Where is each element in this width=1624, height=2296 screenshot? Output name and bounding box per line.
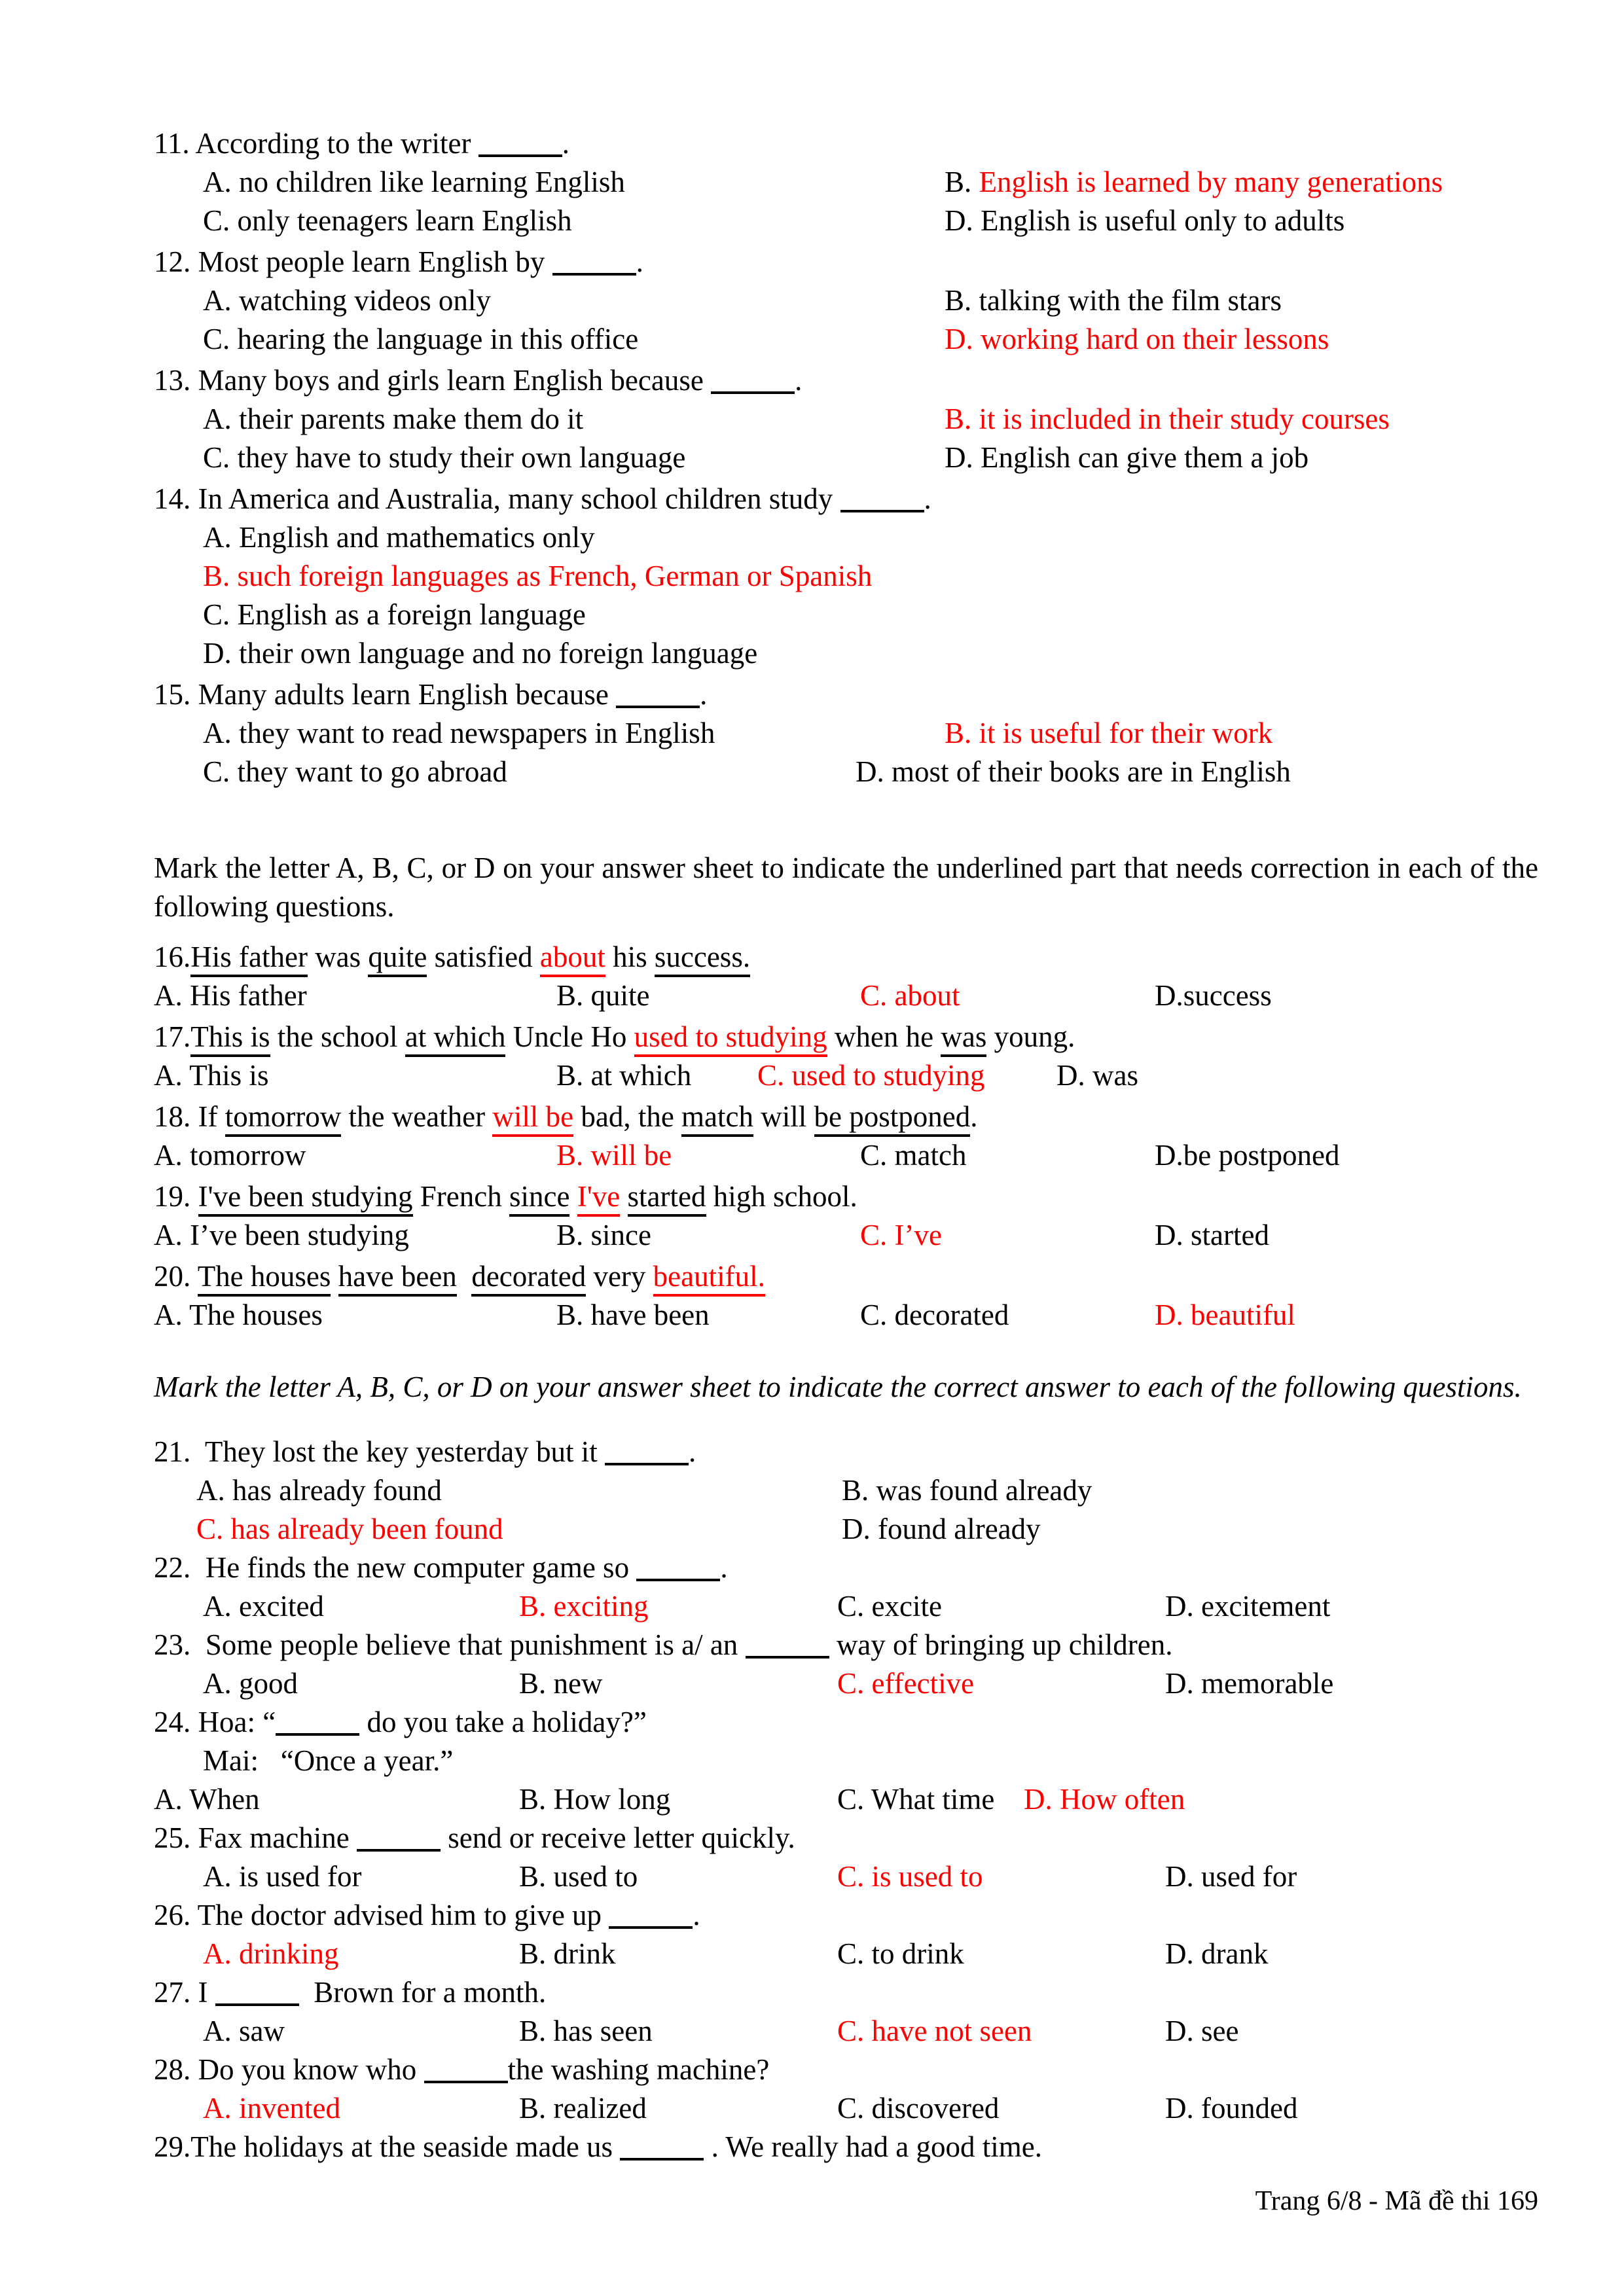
q15-stem — [154, 675, 1538, 714]
answer-blank-line — [357, 1849, 441, 1852]
text-segment: 15. Many adults learn English because — [154, 678, 617, 711]
q16-options-cell-c — [860, 977, 1155, 1015]
q18-options — [154, 1136, 1538, 1175]
text-segment: 21. They lost the key yesterday but it — [154, 1435, 605, 1468]
q16-options-cell-d — [1155, 977, 1538, 1015]
q28-stem — [154, 2051, 1538, 2089]
q29-stem — [154, 2128, 1538, 2166]
q28-options-cell-d — [1165, 2089, 1538, 2128]
text-segment: young. — [986, 1020, 1075, 1053]
section-error-correction — [154, 849, 1538, 1335]
text-segment — [569, 1180, 577, 1213]
page-footer: Trang 6/8 - Mã đề thi 169 — [1255, 2186, 1538, 2216]
mcq-instruction — [154, 1368, 1538, 1407]
q18-options-cell-b — [556, 1136, 860, 1175]
text-segment: A. saw — [203, 2015, 285, 2047]
q14-option-c — [154, 596, 1538, 634]
correct-answer-text: B. such foreign languages as French, German or Spanish — [203, 560, 873, 592]
q24-options — [154, 1780, 1538, 1819]
q23-options — [154, 1664, 1538, 1703]
q17-options-cell-d — [1056, 1056, 1538, 1095]
text-segment: D. drank — [1165, 1937, 1269, 1970]
text-segment: . — [636, 245, 643, 278]
text-segment: A. watching videos only — [203, 284, 491, 317]
correct-answer-text: A. invented — [203, 2092, 340, 2125]
text-segment: D. founded — [1165, 2092, 1298, 2125]
text-segment: B. new — [519, 1667, 603, 1700]
q19-options — [154, 1216, 1538, 1255]
text-segment: D.be postponed — [1155, 1139, 1340, 1172]
correct-answer-text: C. used to studying — [757, 1059, 985, 1092]
text-segment: . We really had a good time. — [704, 2130, 1042, 2163]
q18-options-cell-d — [1155, 1136, 1538, 1175]
q13-options-cd — [154, 439, 1538, 477]
text-segment: D. their own language and no foreign language — [203, 637, 758, 670]
text-segment: C. decorated — [860, 1299, 1009, 1331]
text-segment: satisfied — [427, 941, 540, 973]
answer-blank-line — [711, 391, 795, 394]
text-segment: A. The houses — [154, 1299, 323, 1331]
correct-answer-text: C. is used to — [837, 1860, 983, 1893]
q14-option-a — [154, 518, 1538, 557]
text-segment: A. their parents make them do it — [203, 403, 584, 435]
text-segment: at which — [405, 1020, 506, 1057]
correct-answer-text: B. it is useful for their work — [945, 717, 1273, 749]
q15-options-cd-cell-a — [203, 753, 856, 791]
text-segment: B. quite — [556, 979, 650, 1012]
q15-options-cd — [154, 753, 1538, 791]
text-segment: . — [924, 482, 931, 515]
text-segment: success. — [655, 941, 750, 977]
q18-options-cell-a — [154, 1136, 556, 1175]
correct-answer-text: D. working hard on their lessons — [945, 323, 1329, 355]
text-segment: . — [700, 678, 708, 711]
q22-options — [154, 1587, 1538, 1626]
answer-blank-line — [620, 2158, 704, 2161]
text-segment: C. match — [860, 1139, 967, 1172]
text-segment: when he — [827, 1020, 941, 1053]
q13-options-ab — [154, 400, 1538, 439]
section-reading-comprehension — [154, 124, 1538, 791]
q25-options — [154, 1857, 1538, 1896]
text-segment: decorated — [471, 1260, 586, 1297]
correct-answer-text: C. about — [860, 979, 960, 1012]
q19-options-cell-b — [556, 1216, 860, 1255]
q19-options-cell-c — [860, 1216, 1155, 1255]
q11-options-ab-cell-a — [203, 163, 945, 202]
text-segment: 27. I — [154, 1976, 215, 2009]
q14-option-d — [154, 634, 1538, 673]
text-segment: A. no children like learning English — [203, 166, 625, 198]
text-segment: high school. — [706, 1180, 857, 1213]
text-segment: B. used to — [519, 1860, 638, 1893]
q24-stem — [154, 1703, 1538, 1742]
text-segment: A. This is — [154, 1059, 269, 1092]
q14-stem — [154, 480, 1538, 518]
text-segment: tomorrow — [225, 1100, 341, 1137]
correct-answer-text: B. exciting — [519, 1590, 649, 1623]
text-segment: match — [681, 1100, 753, 1137]
text-segment: . — [693, 1899, 700, 1931]
text-segment: D. started — [1155, 1219, 1269, 1251]
text-segment: the washing machine? — [507, 2053, 770, 2086]
text-segment: C. to drink — [837, 1937, 964, 1970]
q27-options-cell-d — [1165, 2012, 1538, 2051]
text-segment: do you take a holiday?” — [359, 1706, 647, 1738]
correct-answer-text: beautiful. — [653, 1260, 765, 1297]
text-segment: C. they have to study their own language — [203, 441, 686, 474]
q13-options-ab-cell-a — [203, 400, 945, 439]
text-segment: 17. — [154, 1020, 191, 1053]
q21-options-cd-cell-b — [842, 1510, 1538, 1549]
text-segment: D. memorable — [1165, 1667, 1334, 1700]
text-segment: 28. Do you know who — [154, 2053, 424, 2086]
correct-answer-text: about — [540, 941, 605, 977]
q14-option-b — [154, 557, 1538, 596]
text-segment: way of bringing up children. — [829, 1628, 1173, 1661]
text-segment: 16. — [154, 941, 191, 973]
text-segment — [620, 1180, 627, 1213]
q22-options-cell-a — [203, 1587, 519, 1626]
text-segment: D. most of their books are in English — [856, 755, 1291, 788]
q13-options-ab-cell-b — [945, 400, 1538, 439]
q12-stem — [154, 243, 1538, 281]
q19-sentence — [154, 1177, 1538, 1216]
q14-option-a-cell-a — [203, 518, 1538, 557]
text-segment: C. they want to go abroad — [203, 755, 507, 788]
text-segment: A. When — [154, 1783, 260, 1816]
text-segment: B. drink — [519, 1937, 616, 1970]
q26-options-cell-b — [519, 1935, 837, 1973]
q21-stem — [154, 1433, 1538, 1471]
q22-options-cell-d — [1165, 1587, 1538, 1626]
text-segment: D. English can give them a job — [945, 441, 1309, 474]
q14-option-d-cell-a — [203, 634, 1538, 673]
text-segment: 23. Some people believe that punishment is a/ an — [154, 1628, 746, 1661]
q26-options — [154, 1935, 1538, 1973]
q11-options-cd-cell-a — [203, 202, 945, 240]
q20-options-cell-c — [860, 1296, 1155, 1335]
text-segment: C. English as a foreign language — [203, 598, 586, 631]
q12-options-ab-cell-a — [203, 281, 945, 320]
text-segment: B. How long — [519, 1783, 671, 1816]
section-instruction-text: Mark the letter A, B, C, or D on your answer sheet to indicate the underlined part that needs correction in each of the following questions. — [154, 852, 1538, 923]
text-segment: Brown for a month. — [298, 1976, 547, 2009]
text-segment: . — [795, 364, 803, 397]
q28-options-cell-a — [203, 2089, 519, 2128]
text-segment: be postponed — [814, 1100, 971, 1137]
text-segment — [457, 1260, 472, 1293]
text-segment: was — [941, 1020, 986, 1057]
text-segment: 24. Hoa: “ — [154, 1706, 276, 1738]
q25-options-cell-b — [519, 1857, 837, 1896]
correct-answer-text: English is learned by many generations — [979, 166, 1443, 198]
q24-dialogue-cell-a — [203, 1742, 1538, 1780]
text-segment: started — [628, 1180, 706, 1217]
q28-options-cell-c — [837, 2089, 1165, 2128]
text-segment: 20. — [154, 1260, 198, 1293]
text-segment: A. tomorrow — [154, 1139, 306, 1172]
section-multiple-choice — [154, 1368, 1538, 2166]
text-segment: A. English and mathematics only — [203, 521, 595, 554]
q24-dialogue — [154, 1742, 1538, 1780]
text-segment: A. they want to read newspapers in English — [203, 717, 715, 749]
correct-answer-text: D. How often — [1024, 1783, 1185, 1816]
text-segment: bad, the — [573, 1100, 682, 1133]
q16-sentence — [154, 938, 1538, 977]
text-segment: . — [720, 1551, 728, 1584]
correct-answer-text: C. effective — [837, 1667, 975, 1700]
text-segment: . — [689, 1435, 696, 1468]
q12-options-cd-cell-a — [203, 320, 945, 359]
text-segment: This is — [190, 1020, 270, 1057]
text-segment: D. see — [1165, 2015, 1239, 2047]
answer-blank-line — [424, 2081, 508, 2083]
q28-options — [154, 2089, 1538, 2128]
text-segment: D. English is useful only to adults — [945, 204, 1345, 237]
q28-options-cell-b — [519, 2089, 837, 2128]
text-segment: Uncle Ho — [505, 1020, 634, 1053]
q24-options-cell-b — [519, 1780, 837, 1819]
text-segment: French — [412, 1180, 509, 1213]
q25-options-cell-c — [837, 1857, 1165, 1896]
correct-answer-text: used to studying — [634, 1020, 827, 1057]
q20-options-cell-b — [556, 1296, 860, 1335]
text-segment: 11. According to the writer — [154, 127, 478, 160]
q18-sentence — [154, 1098, 1538, 1136]
q11-options-ab — [154, 163, 1538, 202]
answer-blank-line — [276, 1733, 359, 1736]
q14-option-b-cell-a — [203, 557, 1538, 596]
answer-blank-line — [616, 706, 700, 708]
correct-answer-text: B. it is included in their study courses — [945, 403, 1390, 435]
q17-options-cell-c — [757, 1056, 1056, 1095]
q12-options-cd — [154, 320, 1538, 359]
text-segment: . — [562, 127, 569, 160]
text-segment: B. have been — [556, 1299, 710, 1331]
text-segment: send or receive letter quickly. — [440, 1821, 795, 1854]
q21-options-cd — [154, 1510, 1538, 1549]
q16-options-cell-a — [154, 977, 556, 1015]
answer-blank-line — [746, 1656, 829, 1659]
text-segment: . — [970, 1100, 978, 1133]
q17-options — [154, 1056, 1538, 1095]
correct-answer-text: C. have not seen — [837, 2015, 1032, 2047]
correct-answer-text: B. will be — [556, 1139, 672, 1172]
answer-blank-line — [605, 1463, 689, 1465]
q26-options-cell-a — [203, 1935, 519, 1973]
answer-blank-line — [636, 1579, 720, 1581]
q19-options-cell-d — [1155, 1216, 1538, 1255]
q25-options-cell-a — [203, 1857, 519, 1896]
text-segment: B. talking with the film stars — [945, 284, 1282, 317]
q12-options-ab-cell-b — [945, 281, 1538, 320]
correct-answer-text: D. beautiful — [1155, 1299, 1295, 1331]
text-segment: B. was found already — [842, 1474, 1092, 1507]
text-segment: A. I’ve been studying — [154, 1219, 409, 1251]
text-segment: 26. The doctor advised him to give up — [154, 1899, 609, 1931]
text-segment: His father — [190, 941, 308, 977]
text-segment: A. has already found — [196, 1474, 442, 1507]
q19-options-cell-a — [154, 1216, 556, 1255]
q11-options-cd-cell-b — [945, 202, 1538, 240]
q13-options-cd-cell-a — [203, 439, 945, 477]
text-segment: B. since — [556, 1219, 651, 1251]
text-segment: was — [307, 941, 369, 973]
text-segment: C. hearing the language in this office — [203, 323, 639, 355]
q23-options-cell-c — [837, 1664, 1165, 1703]
q27-options-cell-b — [519, 2012, 837, 2051]
q24-options-cell-c — [837, 1780, 1024, 1819]
text-segment: A. excited — [203, 1590, 324, 1623]
q23-stem — [154, 1626, 1538, 1664]
q14-option-c-cell-a — [203, 596, 1538, 634]
text-segment: I've been studying — [198, 1180, 413, 1217]
text-segment: C. discovered — [837, 2092, 1000, 2125]
text-segment: A. His father — [154, 979, 307, 1012]
q20-sentence — [154, 1257, 1538, 1296]
text-segment: quite — [368, 941, 427, 977]
text-segment: the weather — [341, 1100, 493, 1133]
q23-options-cell-a — [203, 1664, 519, 1703]
text-segment: 25. Fax machine — [154, 1821, 357, 1854]
text-segment: C. excite — [837, 1590, 942, 1623]
text-segment: B. has seen — [519, 2015, 653, 2047]
text-segment: since — [509, 1180, 569, 1217]
q26-options-cell-d — [1165, 1935, 1538, 1973]
q20-options-cell-d — [1155, 1296, 1538, 1335]
text-segment: C. only teenagers learn English — [203, 204, 572, 237]
text-segment: very — [586, 1260, 653, 1293]
text-segment: Mai: “Once a year.” — [203, 1744, 454, 1777]
q18-options-cell-c — [860, 1136, 1155, 1175]
correct-answer-text: will be — [492, 1100, 573, 1137]
text-segment — [331, 1260, 338, 1293]
text-segment: his — [605, 941, 655, 973]
q11-stem — [154, 124, 1538, 163]
q15-options-ab-cell-a — [203, 714, 945, 753]
text-segment: A. good — [203, 1667, 298, 1700]
q26-options-cell-c — [837, 1935, 1165, 1973]
q16-options — [154, 977, 1538, 1015]
q21-options-cd-cell-a — [196, 1510, 842, 1549]
q13-stem — [154, 361, 1538, 400]
text-segment: 12. Most people learn English by — [154, 245, 552, 278]
q11-options-ab-cell-b — [945, 163, 1538, 202]
q20-options — [154, 1296, 1538, 1335]
text-segment: will — [753, 1100, 814, 1133]
q21-options-ab-cell-a — [196, 1471, 842, 1510]
q27-options-cell-c — [837, 2012, 1165, 2051]
q22-stem — [154, 1549, 1538, 1587]
q25-options-cell-d — [1165, 1857, 1538, 1896]
q17-options-cell-a — [154, 1056, 556, 1095]
correct-answer-text: A. drinking — [203, 1937, 339, 1970]
text-segment: 19. — [154, 1180, 198, 1213]
answer-blank-line — [609, 1926, 693, 1929]
q27-stem — [154, 1973, 1538, 2012]
text-segment: D. found already — [842, 1513, 1041, 1545]
q20-options-cell-a — [154, 1296, 556, 1335]
q17-options-cell-b — [556, 1056, 757, 1095]
q22-options-cell-b — [519, 1587, 837, 1626]
q27-options — [154, 2012, 1538, 2051]
q16-options-cell-b — [556, 977, 860, 1015]
text-segment: The houses — [198, 1260, 331, 1297]
text-segment: D. excitement — [1165, 1590, 1331, 1623]
q15-options-ab-cell-b — [945, 714, 1538, 753]
text-segment: C. What time — [837, 1783, 995, 1816]
q24-options-cell-d — [1024, 1780, 1538, 1819]
answer-blank-line — [215, 2003, 299, 2006]
q21-options-ab-cell-b — [842, 1471, 1538, 1510]
q26-stem — [154, 1896, 1538, 1935]
q25-stem — [154, 1819, 1538, 1857]
text-segment: 29.The holidays at the seaside made us — [154, 2130, 621, 2163]
text-segment: B. — [945, 166, 979, 198]
text-segment: 22. He finds the new computer game so — [154, 1551, 637, 1584]
q21-options-ab — [154, 1471, 1538, 1510]
correct-answer-text: C. I’ve — [860, 1219, 942, 1251]
q24-options-cell-a — [154, 1780, 519, 1819]
q22-options-cell-c — [837, 1587, 1165, 1626]
text-segment: A. is used for — [203, 1860, 362, 1893]
text-segment: 18. If — [154, 1100, 225, 1133]
text-segment: D. used for — [1165, 1860, 1297, 1893]
section-instruction-text: Mark the letter A, B, C, or D on your answer sheet to indicate the correct answer to each of the following questions. — [154, 1371, 1522, 1403]
q13-options-cd-cell-b — [945, 439, 1538, 477]
answer-blank-line — [478, 154, 562, 157]
correction-instruction — [154, 849, 1538, 926]
q12-options-ab — [154, 281, 1538, 320]
answer-blank-line — [840, 510, 924, 512]
text-segment: B. at which — [556, 1059, 692, 1092]
q23-options-cell-b — [519, 1664, 837, 1703]
text-segment: D. was — [1056, 1059, 1138, 1092]
q23-options-cell-d — [1165, 1664, 1538, 1703]
text-segment: 14. In America and Australia, many school children study — [154, 482, 840, 515]
text-segment: the school — [270, 1020, 405, 1053]
q12-options-cd-cell-b — [945, 320, 1538, 359]
text-segment: D.success — [1155, 979, 1272, 1012]
text-segment: have been — [338, 1260, 457, 1297]
q27-options-cell-a — [203, 2012, 519, 2051]
q15-options-ab — [154, 714, 1538, 753]
q15-options-cd-cell-b — [856, 753, 1538, 791]
correct-answer-text: C. has already been found — [196, 1513, 503, 1545]
answer-blank-line — [552, 273, 636, 276]
text-segment: 13. Many boys and girls learn English because — [154, 364, 712, 397]
q11-options-cd — [154, 202, 1538, 240]
correct-answer-text: I've — [577, 1180, 621, 1217]
text-segment: B. realized — [519, 2092, 647, 2125]
q17-sentence — [154, 1018, 1538, 1056]
